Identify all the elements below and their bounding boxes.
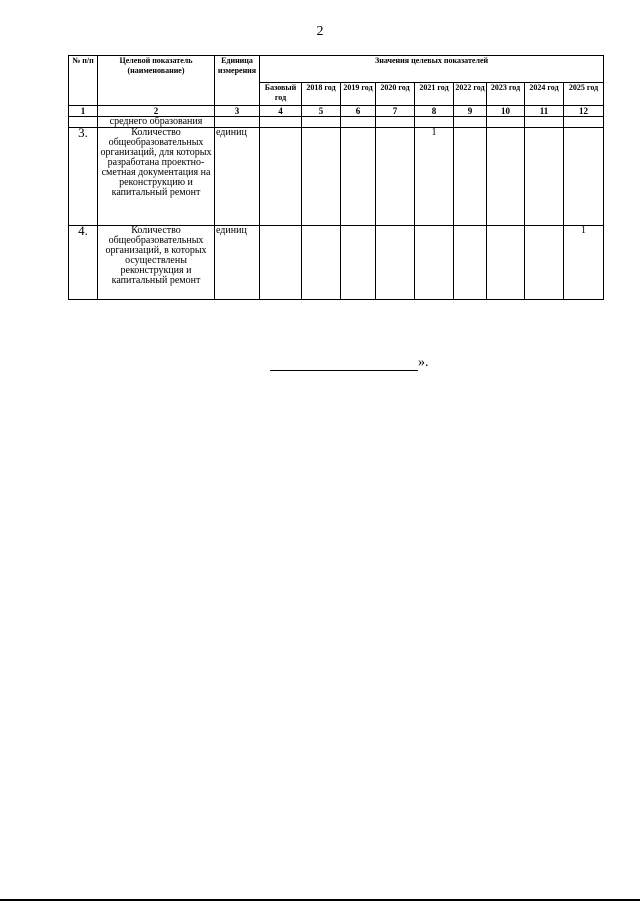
indicator-name: Количество общеобразовательных организаций, в которых осуществлены реконструкция и капитальный ремонт bbox=[98, 226, 215, 300]
col-header-indicator: Целевой показатель (наименование) bbox=[98, 56, 215, 106]
value-cell bbox=[302, 128, 341, 226]
col-header-year: 2022 год bbox=[454, 83, 487, 106]
table-row bbox=[69, 226, 604, 300]
value-cell bbox=[302, 226, 341, 300]
col-header-year: 2021 год bbox=[415, 83, 454, 106]
col-header-year: 2025 год bbox=[564, 83, 604, 106]
col-header-year: 2023 год bbox=[487, 83, 525, 106]
value-cell bbox=[487, 128, 525, 226]
column-number: 11 bbox=[525, 106, 564, 117]
col-header-unit: Единица измерения bbox=[215, 56, 260, 106]
signature-underline bbox=[270, 358, 418, 371]
value-cell bbox=[341, 226, 376, 300]
value-cell bbox=[260, 128, 302, 226]
value-cell bbox=[341, 128, 376, 226]
column-number: 8 bbox=[415, 106, 454, 117]
col-header-year: 2019 год bbox=[341, 83, 376, 106]
indicator-name: Количество общеобразовательных организаций, для которых разработана проектно-сметная документация на реконструкцию и капитальный ремонт bbox=[98, 128, 215, 226]
footer-rule bbox=[0, 899, 640, 901]
column-number: 12 bbox=[564, 106, 604, 117]
row-number: 4. bbox=[69, 226, 98, 300]
col-header-num: № п/п bbox=[69, 56, 98, 106]
value-cell: 1 bbox=[415, 128, 454, 226]
value-cell bbox=[487, 226, 525, 300]
value-cell bbox=[564, 128, 604, 226]
column-numbers-row bbox=[69, 106, 604, 117]
value-cell bbox=[525, 226, 564, 300]
value-cell bbox=[454, 128, 487, 226]
value-cell bbox=[454, 226, 487, 300]
target-indicators-table bbox=[68, 55, 604, 300]
row-number: 3. bbox=[69, 128, 98, 226]
header-row-top bbox=[69, 56, 604, 83]
closing-quote: ». bbox=[418, 355, 429, 370]
column-number: 10 bbox=[487, 106, 525, 117]
column-number: 1 bbox=[69, 106, 98, 117]
continuation-text: среднего образования bbox=[98, 117, 215, 128]
value-cell: 1 bbox=[564, 226, 604, 300]
value-cell bbox=[525, 128, 564, 226]
col-header-year: 2024 год bbox=[525, 83, 564, 106]
value-cell bbox=[376, 226, 415, 300]
unit-cell: единиц bbox=[215, 226, 260, 300]
col-header-values-group: Значения целевых показателей bbox=[260, 56, 604, 83]
column-number: 6 bbox=[341, 106, 376, 117]
column-number: 5 bbox=[302, 106, 341, 117]
value-cell bbox=[376, 128, 415, 226]
unit-cell: единиц bbox=[215, 128, 260, 226]
value-cell bbox=[260, 226, 302, 300]
column-number: 9 bbox=[454, 106, 487, 117]
column-number: 4 bbox=[260, 106, 302, 117]
col-header-year: 2018 год bbox=[302, 83, 341, 106]
page-number: 2 bbox=[316, 24, 324, 39]
col-header-year: 2020 год bbox=[376, 83, 415, 106]
continuation-row bbox=[69, 117, 604, 128]
closing-line bbox=[270, 355, 429, 371]
value-cell bbox=[415, 226, 454, 300]
col-header-year: Базовый год bbox=[260, 83, 302, 106]
column-number: 3 bbox=[215, 106, 260, 117]
table-row bbox=[69, 128, 604, 226]
column-number: 2 bbox=[98, 106, 215, 117]
column-number: 7 bbox=[376, 106, 415, 117]
